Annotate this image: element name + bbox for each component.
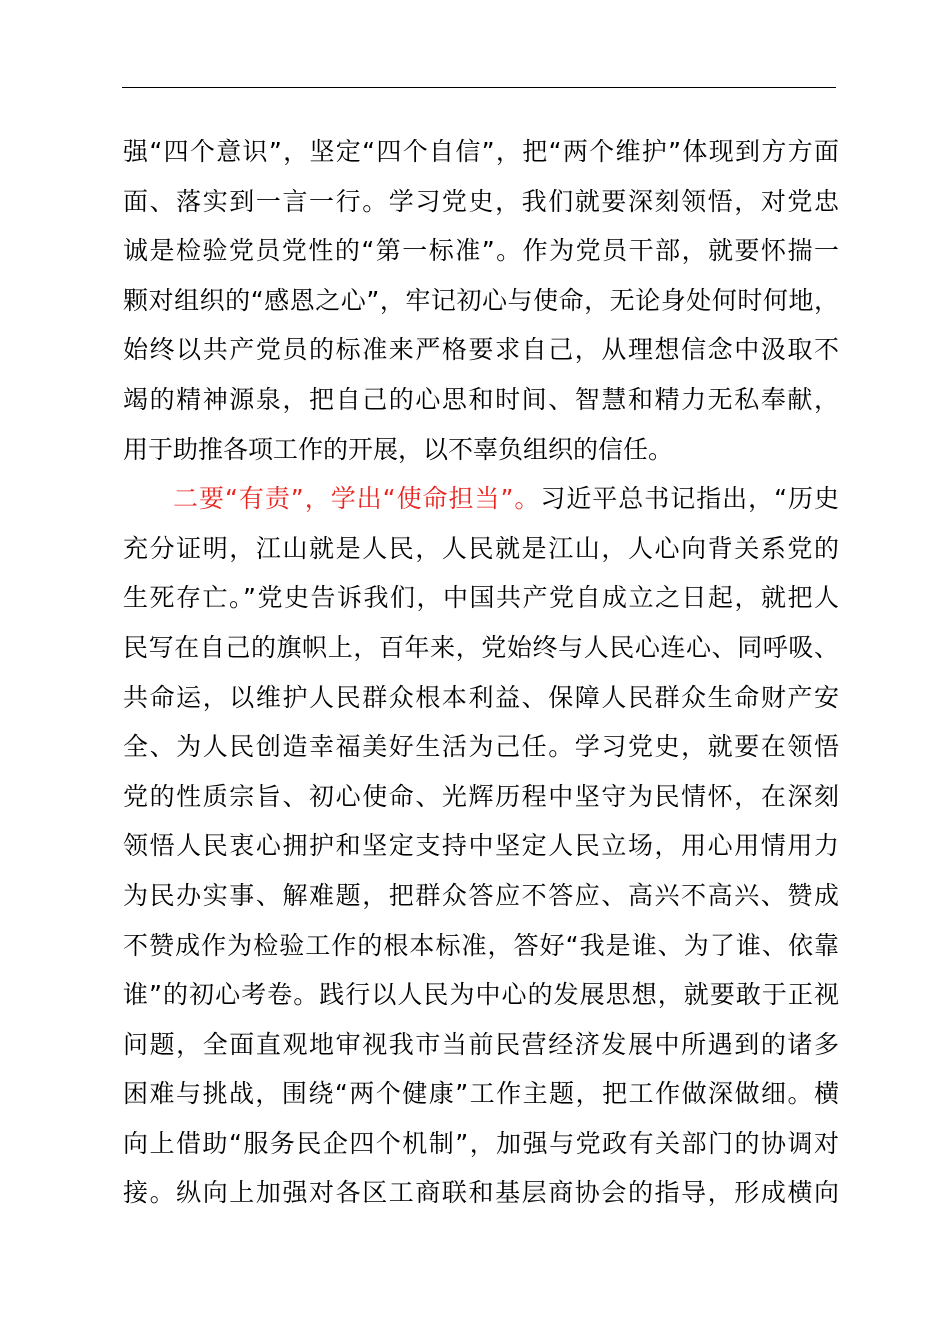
text-line: 不赞成作为检验工作的根本标准，答好“我是谁、为了谁、依靠 — [123, 930, 839, 960]
text-line: 为民办实事、解难题，把群众答应不答应、高兴不高兴、赞成 — [123, 880, 839, 910]
text-line: 颗对组织的“感恩之心”，牢记初心与使命，无论身处何时何地， — [123, 285, 839, 315]
text-line: 强“四个意识”，坚定“四个自信”，把“两个维护”体现到方方面 — [123, 137, 839, 166]
text-line: 民写在自己的旗帜上，百年来，党始终与人民心连心、同呼吸、 — [123, 632, 839, 662]
header-rule — [122, 87, 836, 88]
text-line: 问题，全面直观地审视我市当前民营经济发展中所遇到的诸多 — [123, 1029, 839, 1059]
text-line: 领悟人民衷心拥护和坚定支持中坚定人民立场，用心用情用力 — [123, 831, 839, 861]
paragraph-1 — [123, 127, 839, 474]
text-run: 习近平总书记指出，“历史 — [540, 484, 840, 514]
text-line: 用于助推各项工作的开展，以不辜负组织的信任。 — [123, 434, 674, 464]
document-body — [123, 127, 839, 1218]
text-line: 困难与挑战，围绕“两个健康”工作主题，把工作做深做细。横 — [123, 1079, 839, 1109]
text-line: 始终以共产党员的标准来严格要求自己，从理想信念中汲取不 — [123, 335, 839, 365]
text-line: 生死存亡。”党史告诉我们，中国共产党自成立之日起，就把人 — [123, 583, 839, 613]
text-line: 竭的精神源泉，把自己的心思和时间、智慧和精力无私奉献， — [123, 384, 839, 414]
text-line: 诚是检验党员党性的“第一标准”。作为党员干部，就要怀揣一 — [123, 236, 839, 266]
text-line: 共命运，以维护人民群众根本利益、保障人民群众生命财产安 — [123, 682, 839, 712]
paragraph-2-first-line — [123, 474, 839, 524]
text-line: 谁”的初心考卷。践行以人民为中心的发展思想，就要敢于正视 — [123, 980, 839, 1010]
paragraph-2 — [123, 474, 839, 1218]
text-line: 接。纵向上加强对各区工商联和基层商协会的指导，形成横向 — [123, 1178, 839, 1208]
text-line: 党的性质宗旨、初心使命、光辉历程中坚守为民情怀，在深刻 — [123, 781, 839, 811]
text-line: 全、为人民创造幸福美好生活为己任。学习党史，就要在领悟 — [123, 732, 839, 762]
text-line: 向上借助“服务民企四个机制”，加强与党政有关部门的协调对 — [123, 1128, 839, 1158]
text-line: 面、落实到一言一行。学习党史，我们就要深刻领悟，对党忠 — [123, 186, 839, 216]
text-line: 充分证明，江山就是人民，人民就是江山，人心向背关系党的 — [123, 533, 839, 563]
section-heading: 二要“有责”，学出“使命担当”。 — [173, 484, 541, 514]
